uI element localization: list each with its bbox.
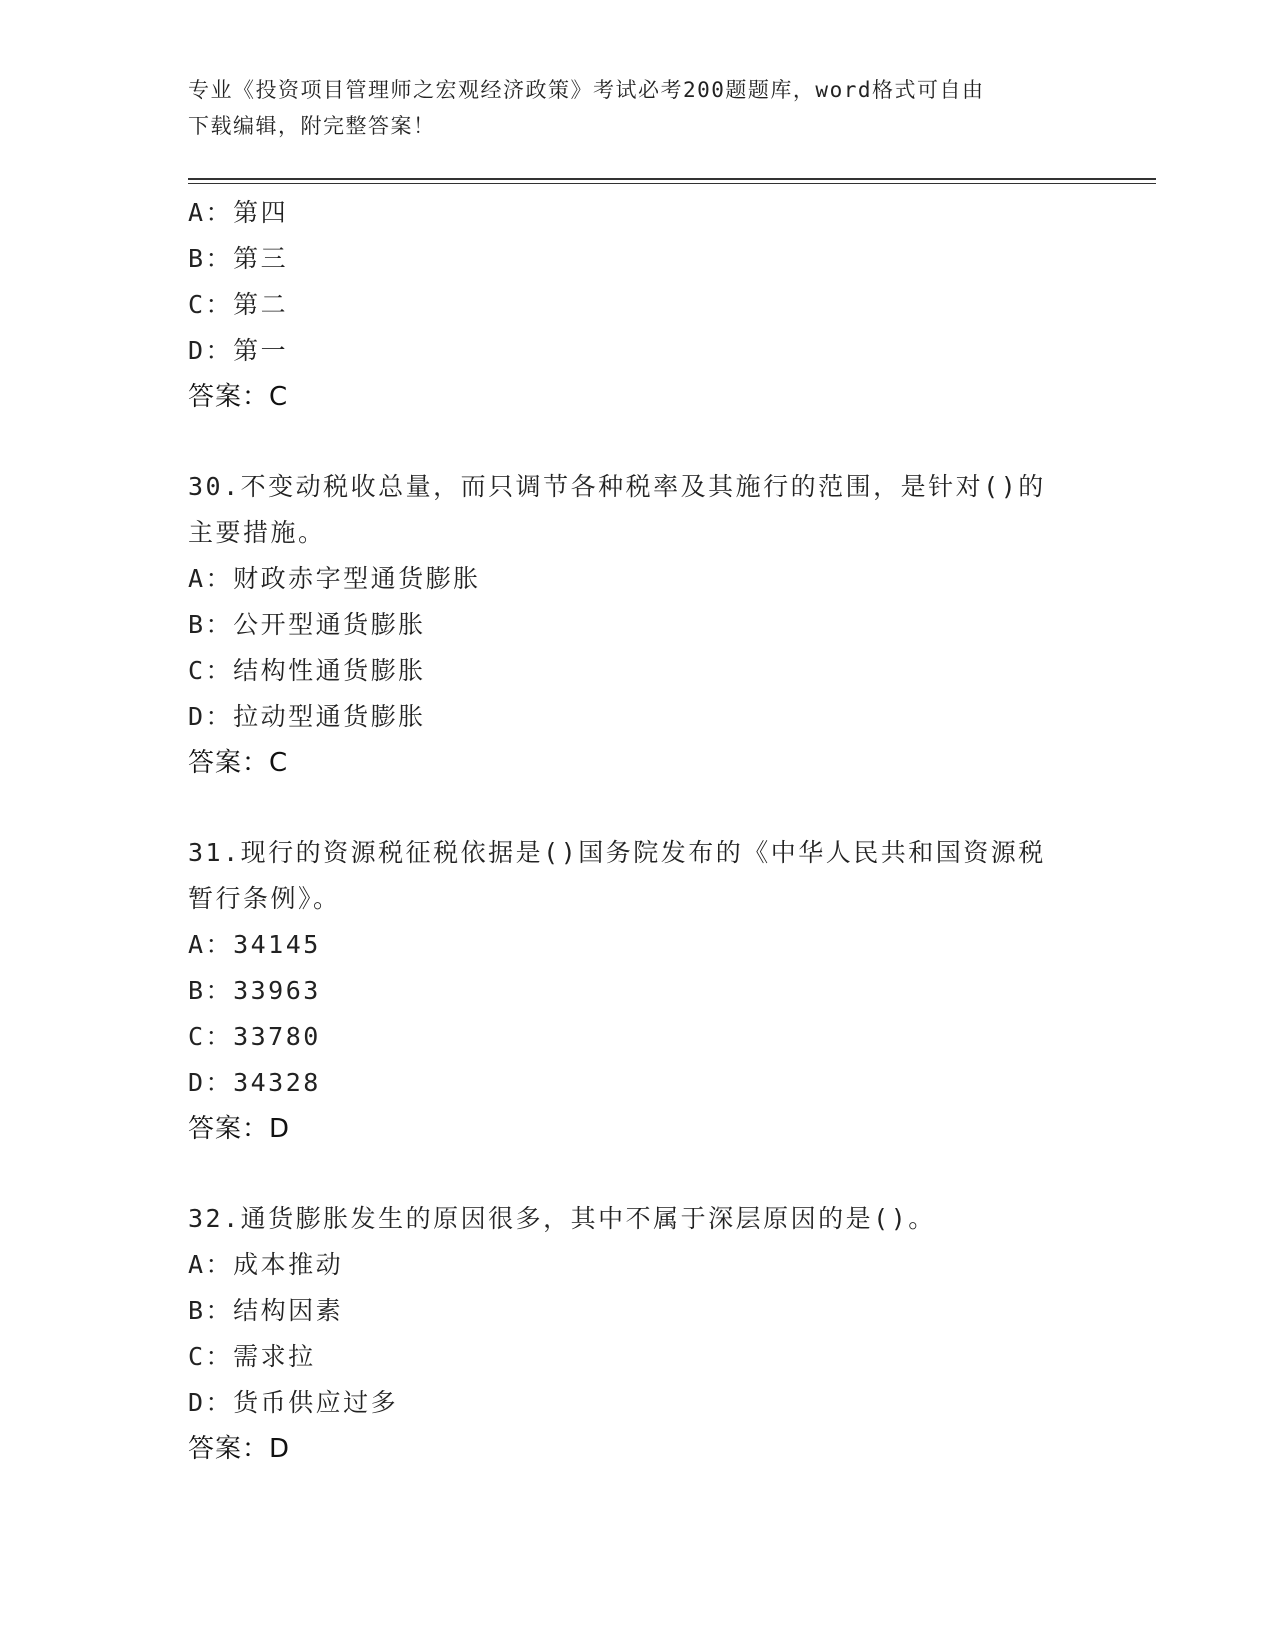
option-text: 第二	[233, 290, 289, 319]
question-stem-continued: 暂行条例》。	[188, 884, 341, 913]
question-stem: 32.通货膨胀发生的原因很多，其中不属于深层原因的是()。	[188, 1204, 936, 1233]
option-text: 结构因素	[233, 1296, 344, 1325]
option-text: 成本推动	[233, 1250, 344, 1279]
question-32	[188, 1196, 1088, 1472]
answer-line: 答案：D	[188, 1434, 291, 1464]
option-c	[188, 1014, 1088, 1060]
question-30	[188, 464, 1088, 786]
question-stem: 30.不变动税收总量，而只调节各种税率及其施行的范围，是针对()的	[188, 472, 1046, 501]
option-text: 33963	[233, 976, 321, 1005]
answer-line: 答案：C	[188, 382, 289, 412]
question-stem: 31.现行的资源税征税依据是()国务院发布的《中华人民共和国资源税	[188, 838, 1046, 867]
option-text: 结构性通货膨胀	[233, 656, 426, 685]
answer-line: 答案：D	[188, 1114, 291, 1144]
option-letter: A：	[188, 1250, 234, 1279]
option-letter: C：	[188, 290, 234, 319]
option-text: 拉动型通货膨胀	[233, 702, 426, 731]
option-text: 第四	[233, 198, 289, 227]
option-letter: A：	[188, 564, 234, 593]
option-a	[188, 556, 1088, 602]
option-b	[188, 1288, 1088, 1334]
question-31	[188, 830, 1088, 1152]
option-c	[188, 282, 1088, 328]
header-divider-thick	[188, 178, 1156, 180]
question-list	[188, 190, 1088, 1472]
option-text: 第三	[233, 244, 289, 273]
option-letter: C：	[188, 1022, 234, 1051]
option-letter: B：	[188, 244, 234, 273]
option-d	[188, 694, 1088, 740]
option-b	[188, 602, 1088, 648]
header-line-2: 下载编辑，附完整答案！	[188, 114, 436, 138]
option-a	[188, 1242, 1088, 1288]
option-a	[188, 922, 1088, 968]
option-letter: A：	[188, 930, 234, 959]
question-29-partial	[188, 190, 1088, 420]
option-text: 34328	[233, 1068, 321, 1097]
option-text: 需求拉	[233, 1342, 316, 1371]
option-c	[188, 648, 1088, 694]
option-letter: B：	[188, 610, 234, 639]
option-d	[188, 1060, 1088, 1106]
header-line-1: 专业《投资项目管理师之宏观经济政策》考试必考200题题库，word格式可自由	[188, 78, 985, 102]
option-letter: A：	[188, 198, 234, 227]
option-text: 34145	[233, 930, 321, 959]
option-letter: B：	[188, 1296, 234, 1325]
header-divider-thin	[188, 183, 1156, 184]
option-letter: D：	[188, 1068, 234, 1097]
option-c	[188, 1334, 1088, 1380]
question-stem-continued: 主要措施。	[188, 518, 326, 547]
option-letter: D：	[188, 1388, 234, 1417]
document-header	[188, 72, 1088, 144]
option-b	[188, 968, 1088, 1014]
option-text: 33780	[233, 1022, 321, 1051]
option-text: 公开型通货膨胀	[233, 610, 426, 639]
option-letter: C：	[188, 1342, 234, 1371]
option-text: 第一	[233, 336, 289, 365]
answer-line: 答案：C	[188, 748, 289, 778]
option-b	[188, 236, 1088, 282]
option-letter: B：	[188, 976, 234, 1005]
option-text: 财政赤字型通货膨胀	[233, 564, 481, 593]
option-letter: C：	[188, 656, 234, 685]
option-a	[188, 190, 1088, 236]
option-text: 货币供应过多	[233, 1388, 399, 1417]
option-letter: D：	[188, 336, 234, 365]
option-d	[188, 328, 1088, 374]
option-letter: D：	[188, 702, 234, 731]
option-d	[188, 1380, 1088, 1426]
